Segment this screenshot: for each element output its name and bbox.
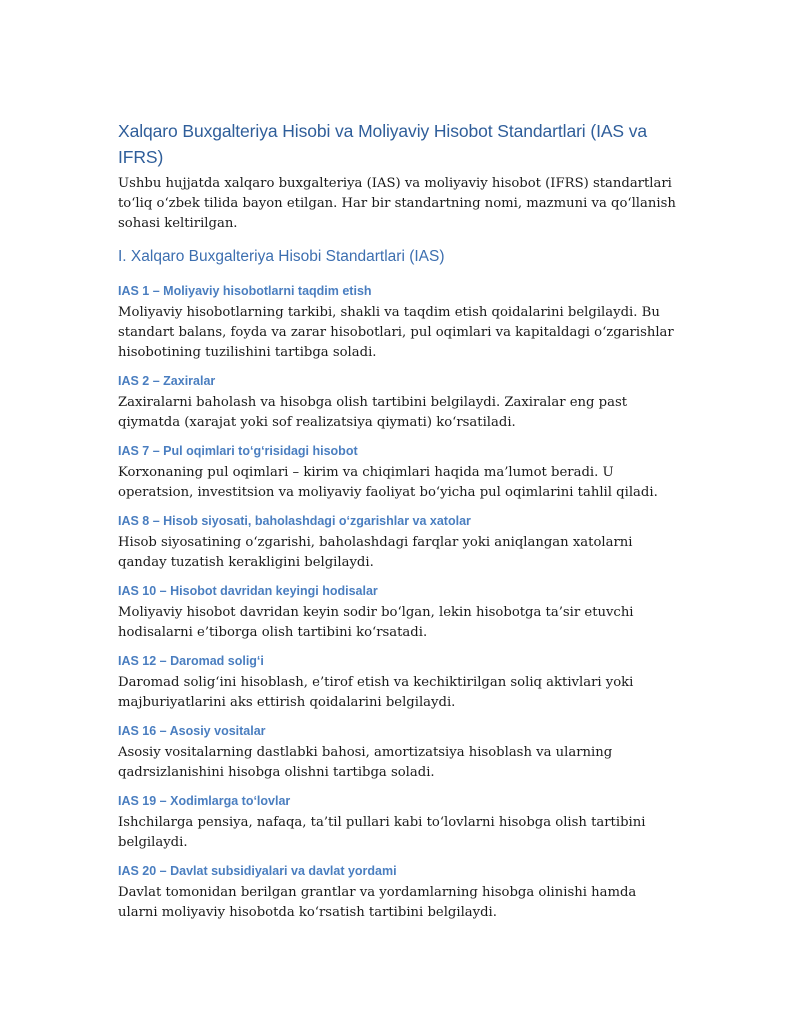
standard-text: Zaxiralarni baholash va hisobga olish tartibini belgilaydi. Zaxiralar eng past qiymatda (xarajat yoki sof realizatsiya qiymati) ko‘rsatiladi. [118,395,628,430]
standard-text: Moliyaviy hisobotlarning tarkibi, shakli va taqdim etish qoidalarini belgilaydi. Bu standart balans, foyda va zarar hisobotlari, pul oqimlari va kapitaldagi o‘zgarishlar hisobotining tuzilishini tartibga soladi. [118,305,674,360]
standard-ias-1 [118,282,678,363]
standards-list [118,282,678,923]
document-page [118,118,678,923]
standard-text: Ishchilarga pensiya, nafaqa, ta’til pullari kabi to‘lovlarni hisobga olish tartibini belgilaydi. [118,815,646,850]
standard-heading: IAS 8 – Hisob siyosati, baholashdagi o‘zgarishlar va xatolar [118,514,471,528]
document-title: Xalqaro Buxgalteriya Hisobi va Moliyaviy Hisobot Standartlari (IAS va IFRS) [118,121,648,167]
standard-heading: IAS 1 – Moliyaviy hisobotlarni taqdim etish [118,284,372,298]
standard-heading: IAS 16 – Asosiy vositalar [118,724,266,738]
standard-text: Asosiy vositalarning dastlabki bahosi, amortizatsiya hisoblash va ularning qadrsizlanishini hisobga olishni tartibga soladi. [118,745,613,780]
standard-heading: IAS 10 – Hisobot davridan keyingi hodisalar [118,584,378,598]
standard-ias-2 [118,372,678,433]
standard-heading: IAS 2 – Zaxiralar [118,374,216,388]
section-heading-ias: I. Xalqaro Buxgalteriya Hisobi Standartlari (IAS) [118,248,445,265]
standard-ias-7 [118,442,678,503]
standard-ias-20 [118,862,678,923]
standard-ias-8 [118,512,678,573]
standard-heading: IAS 12 – Daromad solig‘i [118,654,264,668]
standard-ias-10 [118,582,678,643]
standard-ias-19 [118,792,678,853]
standard-heading: IAS 19 – Xodimlarga to‘lovlar [118,794,291,808]
standard-text: Hisob siyosatining o‘zgarishi, baholashdagi farqlar yoki aniqlangan xatolarni qanday tuzatish kerakligini belgilaydi. [118,535,633,570]
standard-heading: IAS 20 – Davlat subsidiyalari va davlat yordami [118,864,397,878]
standard-text: Korxonaning pul oqimlari – kirim va chiqimlari haqida ma’lumot beradi. U operatsion, investitsion va moliyaviy faoliyat bo‘yicha pul oqimlarini tahlil qiladi. [118,465,658,500]
standard-ias-12 [118,652,678,713]
intro-paragraph: Ushbu hujjatda xalqaro buxgalteriya (IAS) va moliyaviy hisobot (IFRS) standartlari to‘liq o‘zbek tilida bayon etilgan. Har bir standartning nomi, mazmuni va qo‘llanish sohasi keltirilgan. [118,176,676,231]
standard-ias-16 [118,722,678,783]
standard-text: Daromad solig‘ini hisoblash, e’tirof etish va kechiktirilgan soliq aktivlari yoki majburiyatlarini aks ettirish qoidalarini belgilaydi. [118,675,634,710]
standard-text: Moliyaviy hisobot davridan keyin sodir bo‘lgan, lekin hisobotga ta’sir etuvchi hodisalarni e’tiborga olish tartibini ko‘rsatadi. [118,605,634,640]
standard-heading: IAS 7 – Pul oqimlari to‘g‘risidagi hisobot [118,444,358,458]
standard-text: Davlat tomonidan berilgan grantlar va yordamlarning hisobga olinishi hamda ularni moliyaviy hisobotda ko‘rsatish tartibini belgilaydi. [118,885,637,920]
